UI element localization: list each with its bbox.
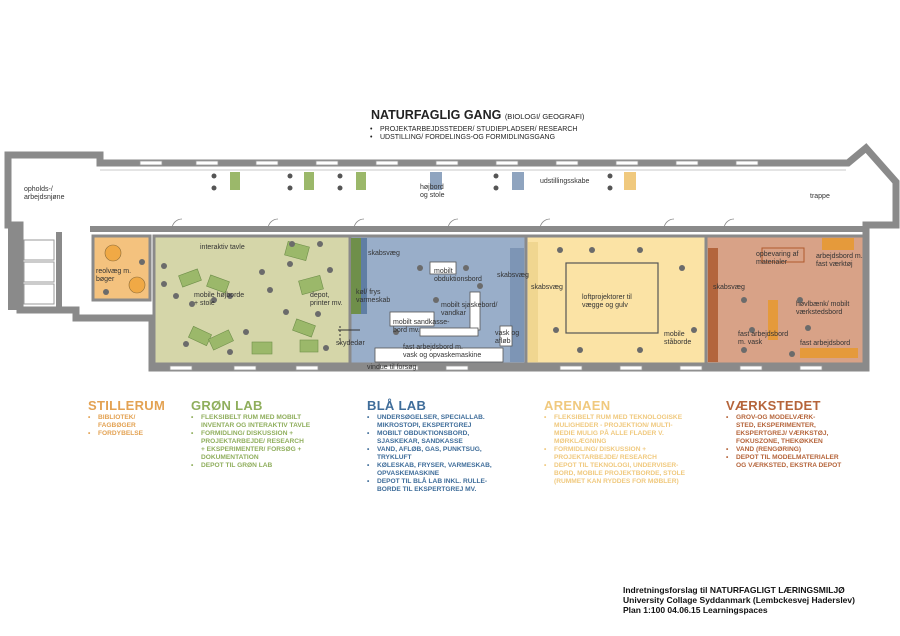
label-mobile-hojborde: mobile højborde + stole <box>194 292 245 307</box>
zone-bullets <box>189 414 310 470</box>
corridor-name: NATURFAGLIG GANG <box>371 108 502 122</box>
zone-bullet: • FLEKSIBELT RUM MED TEKNOLOGISKE MULIGHEDER - PROJEKTION/ MULTI- MEDIE MULIG PÅ ALLE FLADER V. MØRKLÆGNING <box>542 414 685 446</box>
label-kol-frys: køl/ frys varmeskab <box>356 289 391 304</box>
zone-bullet: • DEPOT TIL TEKNOLOGI, UNDERVISER- BORD, MOBILE PROJEKTBORDE, STOLE (RUMMET KAN RYDDES FOR MØBLER) <box>542 462 685 486</box>
stairwell-wall <box>8 225 22 310</box>
corridor-title <box>371 108 584 122</box>
label-interaktiv-tavle: interaktiv tavle <box>200 244 245 251</box>
zone-bullet: • FORDYBELSE <box>86 430 143 438</box>
label-mobilt-sandkasse: mobilt sandkasse- bord mv. <box>393 319 450 334</box>
zone-bullets <box>365 414 492 494</box>
title-line-2: University Collage Syddanmark (Lembckesvej Haderslev) <box>623 595 855 605</box>
label-skabsvaeg-vaerk: skabsvæg <box>713 284 745 291</box>
corridor-bullet: • UDSTILLING/ FORDELINGS-OG FORMIDLINGSGANG <box>368 134 577 142</box>
label-loftprojektorer: loftprojektorer til vægge og gulv <box>582 294 632 309</box>
title-block <box>623 585 855 615</box>
zone-bullet: • FORMIDLING/ DISKUSSION + PROJEKTARBEJDE/ RESEARCH + EKSPERIMENTER/ FORSØG + DOKUMENTATION <box>189 430 310 462</box>
zone-bullet: • VAND, AFLØB, GAS, PUNKTSUG, TRYKLUFT <box>365 446 492 462</box>
label-mobile-staborde: mobile ståborde <box>664 331 692 346</box>
round-table <box>105 245 121 261</box>
label-skabsvaeg-arena: skabsvæg <box>531 284 563 291</box>
label-depot-printer: depot, printer mv. <box>310 292 343 307</box>
label-vindue: vindue til forsøg <box>367 364 417 371</box>
label-skabsvaeg: skabsvæg <box>368 250 400 257</box>
label-hovlbaenk: høvlbænk/ mobilt værkstedsbord <box>796 301 850 316</box>
label-skabsvaeg-2: skabsvæg <box>497 272 529 279</box>
wall-cabinet-werkstatt <box>708 248 718 362</box>
zone-bullet: • GROV-OG MODELVÆRK- STED, EKSPERIMENTER, EKSPERTGREJ/ VÆRKSTØJ, FOKUSZONE, THEKØKKEN <box>724 414 841 446</box>
zone-bullet: • UNDERSØGELSER, SPECIALLAB. MIKROSTOPI, EKSPERTGREJ <box>365 414 492 430</box>
label-reolvaeg: reolvæg m. bøger <box>96 268 132 283</box>
zone-bullet: • MOBILT OBDUKTIONSBORD, SJASKEKAR, SANDKASSE <box>365 430 492 446</box>
corridor-bullets <box>368 126 577 142</box>
label-udstillingsskabe: udstillingsskabe <box>540 178 590 185</box>
title-line-3: Plan 1:100 04.06.15 Learningspaces <box>623 605 768 615</box>
label-opholds: opholds-/ arbejdsnjøne <box>24 186 65 201</box>
label-skydedor: skydedør <box>336 340 365 347</box>
corridor-bullet: • PROJEKTARBEJDSSTEDER/ STUDIEPLADSER/ RESEARCH <box>368 126 577 134</box>
zone-bullet: • FORMIDLING/ DISKUSSION + PROJEKTARBEJDE/ RESEARCH <box>542 446 685 462</box>
zone-bullet: • DEPOT TIL GRØN LAB <box>189 462 310 470</box>
wall-cabinet-arena <box>528 242 538 362</box>
label-mobilt-sjaske: mobilt sjaskebord/ vandkar <box>441 302 498 317</box>
zone-title: STILLERUM <box>88 398 166 413</box>
zone-bullet: • BIBLIOTEK/ FAGBØGER <box>86 414 143 430</box>
zone-title: ARENAEN <box>544 398 611 413</box>
label-mobilt-obduktion: mobilt obduktionsbord <box>434 268 482 283</box>
zone-bullet: • VAND (RENGØRING) <box>724 446 841 454</box>
label-fast-arbejdsbord-m-vask: fast arbejdsbord m. vask <box>738 331 789 346</box>
label-opbevaring: opbevaring af materialer <box>756 251 799 266</box>
zone-bullet: • FLEKSIBELT RUM MED MOBILT INVENTAR OG INTERAKTIV TAVLE <box>189 414 310 430</box>
zone-bullets <box>542 414 685 486</box>
zone-bullets <box>86 414 143 438</box>
corridor-subtitle: (BIOLOGI/ GEOGRAFI) <box>504 112 585 121</box>
title-line-1: Indretningsforslag til NATURFAGLIGT LÆRINGSMILJØ <box>623 585 845 595</box>
label-trappe: trappe <box>810 193 830 200</box>
label-arbejdsbord-vaerktoj: arbejdsbord m. fast værktøj <box>816 253 863 268</box>
zone-title: VÆRKSTEDET <box>726 398 821 413</box>
zone-bullet: • DEPOT TIL MODELMATERIALER OG VÆRKSTED, EKSTRA DEPOT <box>724 454 841 470</box>
label-hojbord: højbord og stole <box>420 184 445 199</box>
zone-bullet: • KØLESKAB, FRYSER, VARMESKAB, OPVASKEMASKINE <box>365 462 492 478</box>
label-fast-arbejdsbord-vask: fast arbejdsbord m. vask og opvaskemaskine <box>403 344 482 359</box>
label-fast-arbejdsbord: fast arbejdsbord <box>800 340 851 347</box>
label-vask-aflob: vask og afløb <box>495 330 520 345</box>
zone-title: GRØN LAB <box>191 398 263 413</box>
zone-title: BLÅ LAB <box>367 398 427 413</box>
zone-bullet: • DEPOT TIL BLÅ LAB INKL. RULLE- BORDE TIL EKSPERTGREJ MV. <box>365 478 492 494</box>
zone-bullets <box>724 414 841 470</box>
